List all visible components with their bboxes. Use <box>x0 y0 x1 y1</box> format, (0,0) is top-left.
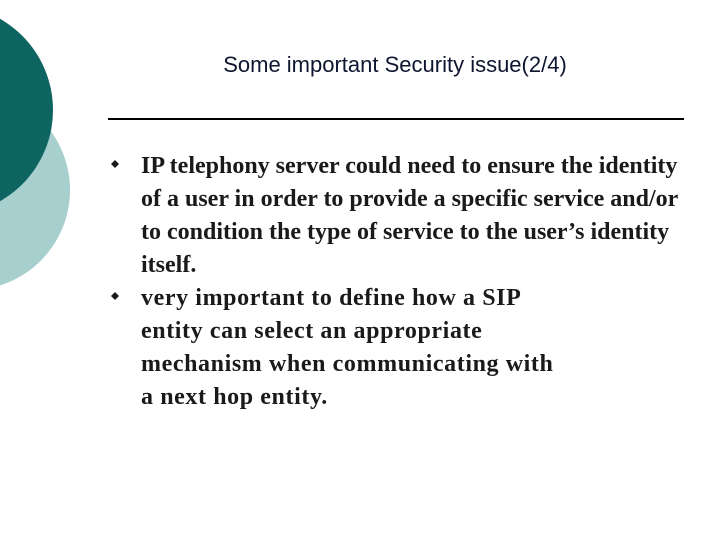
diamond-bullet-icon <box>110 291 120 301</box>
bullet-item <box>110 282 690 414</box>
title-divider <box>108 118 684 120</box>
bullet-text: very important to define how a SIP entity can select an appropriate mechanism when communicating with a next hop entity. <box>141 285 554 410</box>
slide-title: Some important Security issue(2/4) <box>223 52 567 77</box>
diamond-bullet-icon <box>110 159 120 169</box>
bullet-list <box>110 150 690 414</box>
decorative-circles <box>0 0 80 300</box>
bullet-text: IP telephony server could need to ensure the identity of a user in order to provide a specific service and/or to condition the type of service to the user’s identity itself. <box>141 153 678 278</box>
bullet-item <box>110 150 690 282</box>
